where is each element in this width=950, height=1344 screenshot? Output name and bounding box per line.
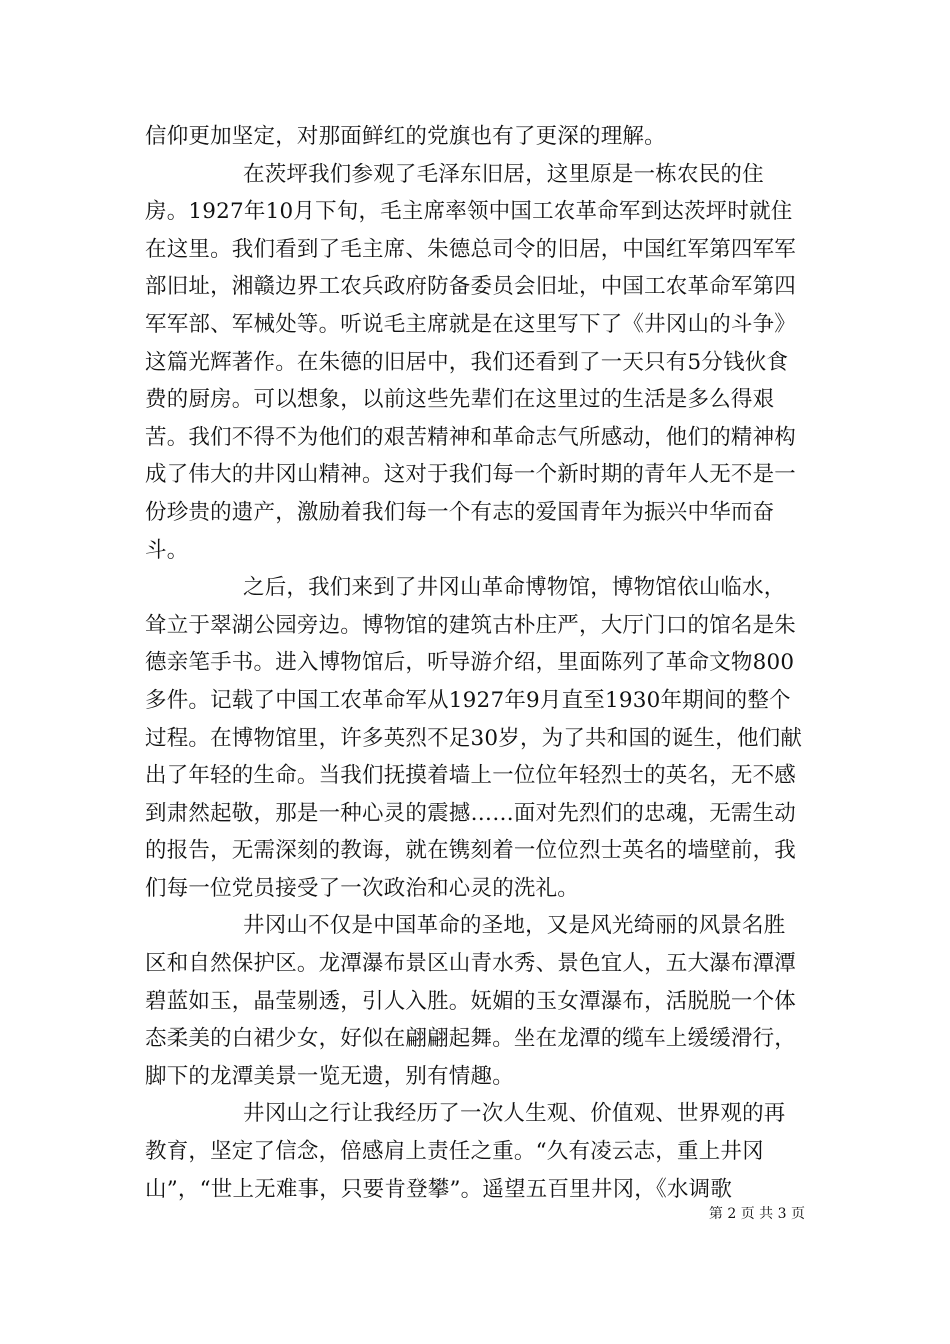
paragraph-continuation: 信仰更加坚定，对那面鲜红的党旗也有了更深的理解。 <box>145 124 666 149</box>
body-text <box>145 118 805 1208</box>
paragraph-ciping-residence: 在茨坪我们参观了毛泽东旧居，这里原是一栋农民的住房。1927年10月下旬，毛主席率领中国工农革命军到达茨坪时就住在这里。我们看到了毛主席、朱德总司令的旧居，中国红军第四军军部旧址，湘赣边界工农兵政府防备委员会旧址，中国工农革命军第四军军部、军械处等。听说毛主席就是在这里写下了《井冈山的斗争》这篇光辉著作。在朱德的旧居中，我们还看到了一天只有5分钱伙食费的厨房。可以想象，以前这些先辈们在这里过的生活是多么得艰苦。我们不得不为他们的艰苦精神和革命志气所感动，他们的精神构成了伟大的井冈山精神。这对于我们每一个新时期的青年人无不是一份珍贵的遗产，激励着我们每一个有志的爱国青年为振兴中华而奋斗。 <box>145 161 797 563</box>
page-number: 第 2 页 共 3 页 <box>708 1206 805 1222</box>
paragraph-museum: 之后，我们来到了井冈山革命博物馆，博物馆依山临水，耸立于翠湖公园旁边。博物馆的建筑古朴庄严，大厅门口的馆名是朱德亲笔手书。进入博物馆后，听导游介绍，里面陈列了革命文物800多件。记载了中国工农革命军从1927年9月直至1930年期间的整个过程。在博物馆里，许多英烈不足30岁，为了共和国的诞生，他们献出了年轻的生命。当我们抚摸着墙上一位位年轻烈士的英名，无不感到肃然起敬，那是一种心灵的震撼……面对先烈们的忠魂，无需生动的报告，无需深刻的教诲，就在镌刻着一位位烈士英名的墙壁前，我们每一位党员接受了一次政治和心灵的洗礼。 <box>145 575 803 901</box>
paragraph-reflection: 井冈山之行让我经历了一次人生观、价值观、世界观的再教育，坚定了信念，倍感肩上责任之重。“久有凌云志，重上井冈山”，“世上无难事，只要肯登攀”。遥望五百里井冈，《水调歌 <box>145 1101 786 1202</box>
paragraph-scenery: 井冈山不仅是中国革命的圣地，又是风光绮丽的风景名胜区和自然保护区。龙潭瀑布景区山青水秀、景色宜人，五大瀑布潭潭碧蓝如玉，晶莹剔透，引人入胜。妩媚的玉女潭瀑布，活脱脱一个体态柔美的白裙少女，好似在翩翩起舞。坐在龙潭的缆车上缓缓滑行，脚下的龙潭美景一览无遗，别有情趣。 <box>145 913 797 1089</box>
